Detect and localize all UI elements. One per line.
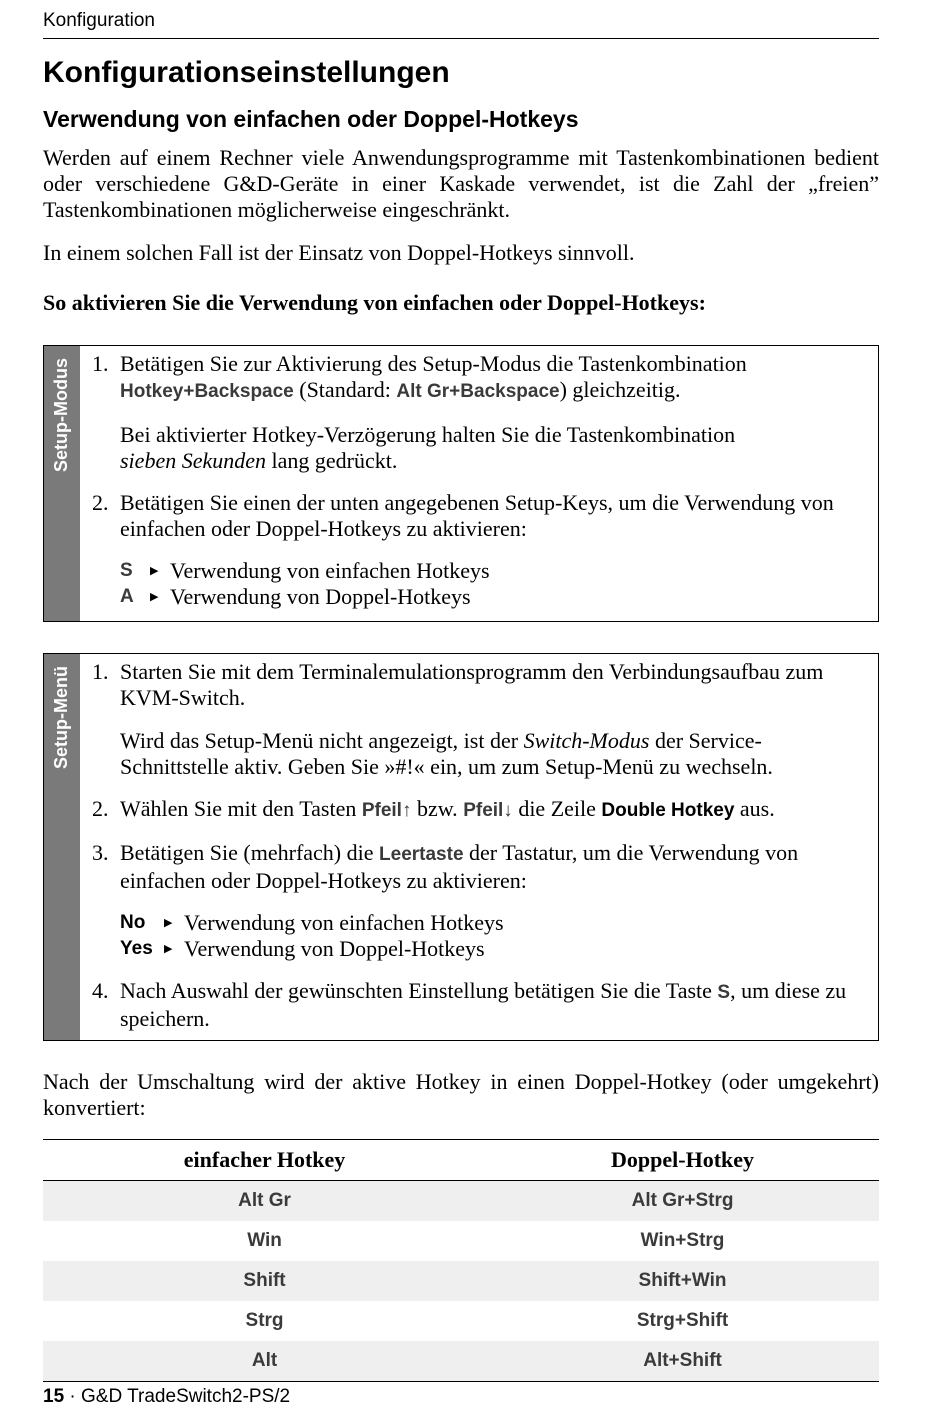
step-number: 2.: [92, 490, 109, 515]
step-text: Nach Auswahl der gewünschten Einstellung betätigen Sie die Taste: [120, 978, 718, 1003]
step-text: ) gleichzeitig.: [559, 377, 681, 402]
arrow-right-icon: ▶: [150, 591, 159, 603]
column-header: Doppel-Hotkey: [486, 1140, 879, 1181]
conversion-paragraph: Nach der Umschaltung wird der aktive Hotkey in einen Doppel-Hotkey (oder umgekehrt) konvertiert:: [43, 1069, 879, 1120]
setup-menu-step-2: [92, 796, 862, 824]
table-cell: Alt: [43, 1341, 486, 1382]
setup-key: S: [120, 560, 133, 581]
step-text: aus.: [734, 796, 775, 821]
table-row: [43, 1181, 879, 1222]
section-heading: Verwendung von einfachen oder Doppel-Hotkeys: [43, 106, 579, 132]
table-cell: Win+Strg: [640, 1230, 725, 1251]
menu-value: No: [120, 912, 146, 933]
step-number: 4.: [92, 978, 109, 1003]
step-note: der Service-Schnittstelle aktiv. Geben Sie »#!« ein, um zum Setup-Menü zu wechseln.: [120, 728, 773, 779]
setup-menu-tab-label: Setup-Menü: [51, 666, 71, 769]
product-name: G&D TradeSwitch2-PS/2: [81, 1386, 291, 1407]
option-label: Verwendung von einfachen Hotkeys: [170, 558, 490, 583]
setup-key-list: [120, 558, 862, 610]
column-header: einfacher Hotkey: [43, 1140, 486, 1181]
table-cell: Strg+Shift: [636, 1310, 729, 1331]
table-row: [43, 1341, 879, 1382]
setup-key-option: [120, 584, 862, 610]
step-text: bzw.: [411, 796, 464, 821]
step-text: Wählen Sie mit den Tasten: [120, 796, 362, 821]
arrow-right-icon: ▶: [164, 943, 173, 955]
menu-line-label: Double Hotkey: [601, 800, 735, 821]
step-text: (Standard:: [293, 377, 397, 402]
step-note: Wird das Setup-Menü nicht angezeigt, ist der: [120, 728, 524, 753]
setup-menu-tab: [44, 654, 80, 1040]
setup-modus-step-2: [92, 490, 862, 610]
setup-modus-step-1: [92, 351, 862, 474]
instruction-heading: So aktivieren Sie die Verwendung von einfachen oder Doppel-Hotkeys:: [43, 290, 706, 315]
step-number: 1.: [92, 659, 109, 684]
step-text: Starten Sie mit dem Terminalemulationsprogramm den Verbindungsaufbau zum KVM-Switch.: [120, 659, 824, 710]
setup-modus-box: [43, 345, 879, 622]
table-cell: Alt Gr: [43, 1181, 486, 1222]
setup-modus-tab-label: Setup-Modus: [51, 358, 71, 472]
step-text: Betätigen Sie einen der unten angegebenen Setup-Keys, um die Verwendung von einfachen oder Doppel-Hotkeys zu aktivieren:: [120, 490, 834, 541]
running-head: Konfiguration: [43, 0, 879, 39]
table-cell: Alt Gr+Strg: [486, 1181, 879, 1222]
table-row: [43, 1261, 879, 1301]
step-number: 3.: [92, 840, 109, 865]
table-cell: Alt+Shift: [486, 1341, 879, 1382]
step-note-emphasis: sieben Sekunden: [120, 448, 266, 473]
footer-separator: ·: [64, 1386, 82, 1407]
fall-paragraph: In einem solchen Fall ist der Einsatz von Doppel-Hotkeys sinnvoll.: [43, 240, 635, 265]
setup-key-option: [120, 558, 862, 584]
hotkey-table: [43, 1139, 879, 1382]
step-text: Betätigen Sie (mehrfach) die: [120, 840, 380, 865]
arrow-right-icon: ▶: [150, 565, 159, 577]
page-number: 15: [43, 1386, 65, 1407]
option-label: Verwendung von Doppel-Hotkeys: [184, 936, 485, 961]
hotkey-combo: Hotkey+Backspace: [120, 381, 294, 402]
menu-value: Yes: [120, 938, 153, 959]
option-label: Verwendung von einfachen Hotkeys: [184, 910, 504, 935]
option-label: Verwendung von Doppel-Hotkeys: [170, 584, 471, 609]
menu-option: [120, 936, 862, 962]
save-key: S: [717, 982, 731, 1003]
table-row: [43, 1301, 879, 1341]
page-footer: [43, 1386, 290, 1408]
page-title: Konfigurationseinstellungen: [43, 56, 450, 89]
setup-key: A: [120, 586, 134, 607]
setup-modus-tab: [44, 346, 80, 621]
setup-menu-box: [43, 653, 879, 1041]
arrow-up-key: Pfeil↑: [361, 800, 412, 821]
setup-menu-step-4: [92, 978, 862, 1032]
table-cell: Strg: [245, 1310, 284, 1331]
arrow-down-key: Pfeil↓: [463, 800, 513, 821]
table-cell: Shift: [43, 1261, 486, 1301]
default-hotkey-combo: Alt Gr+Backspace: [396, 381, 560, 402]
step-text: der Tastatur, um die Verwendung von einfachen oder Doppel-Hotkeys zu aktivieren:: [120, 840, 799, 893]
step-note: lang gedrückt.: [266, 448, 398, 473]
step-number: 1.: [92, 351, 109, 376]
step-text: Betätigen Sie zur Aktivierung des Setup-Modus die Tastenkombination: [120, 351, 747, 376]
step-number: 2.: [92, 796, 109, 821]
table-cell: Shift+Win: [486, 1261, 879, 1301]
intro-paragraph: Werden auf einem Rechner viele Anwendungsprogramme mit Tastenkombinationen bedient oder verschiedene G&D-Geräte in einer Kaskade verwendet, ist die Zahl der „freien” Tastenkombinationen möglicherweise eingeschränkt.: [43, 145, 879, 222]
menu-option-list: [120, 910, 862, 962]
table-row: [43, 1221, 879, 1261]
space-key: Leertaste: [379, 844, 464, 865]
arrow-right-icon: ▶: [164, 917, 173, 929]
table-cell: Win: [247, 1230, 282, 1251]
step-text: die Zeile: [512, 796, 602, 821]
page: [43, 0, 879, 1407]
menu-option: [120, 910, 862, 936]
table-header-row: [43, 1140, 879, 1181]
setup-menu-step-1: [92, 659, 862, 780]
step-note-emphasis: Switch-Modus: [523, 728, 650, 753]
setup-menu-step-3: [92, 840, 862, 962]
step-note: Bei aktivierter Hotkey-Verzögerung halten Sie die Tastenkombination: [120, 422, 736, 447]
step-text: , um diese zu speichern.: [120, 978, 847, 1031]
